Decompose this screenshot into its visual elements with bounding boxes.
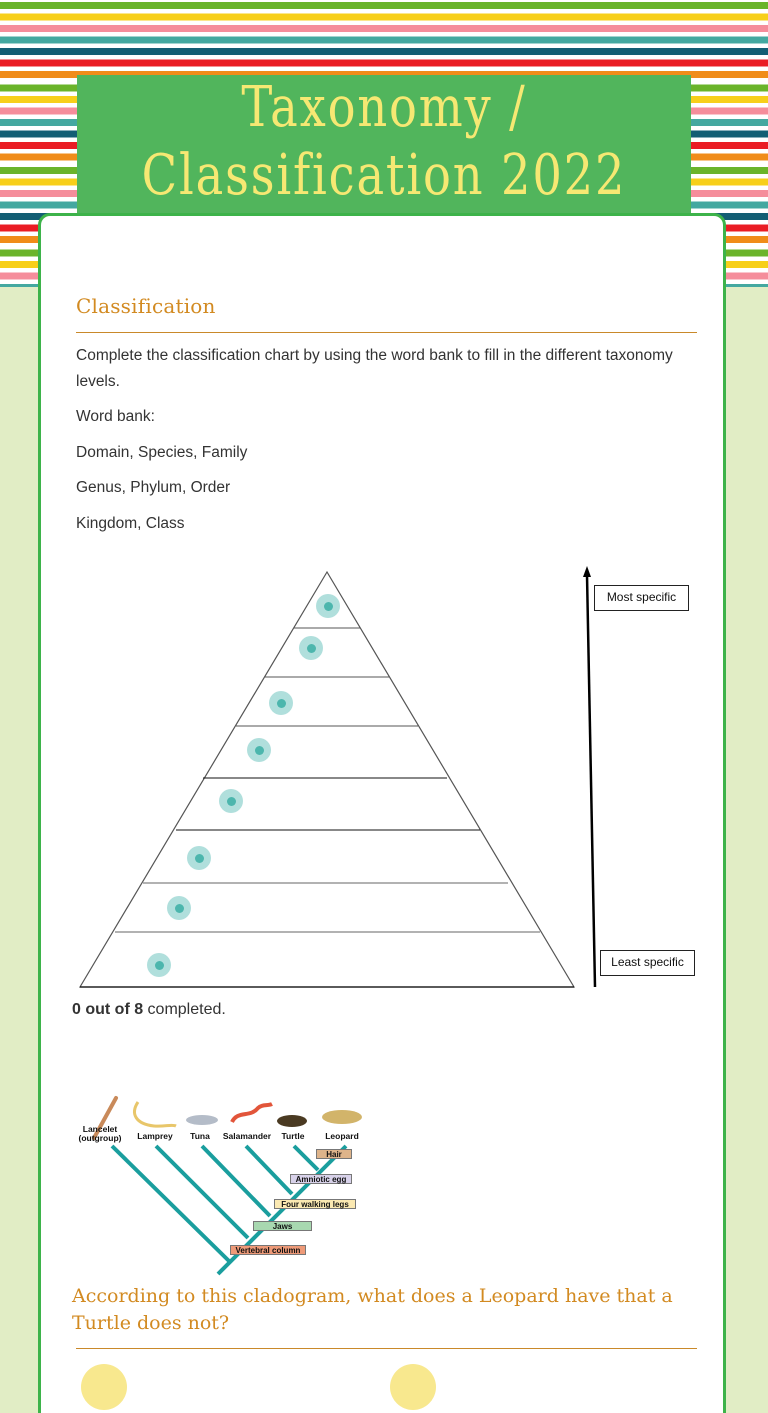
answer-option-b-marker[interactable]	[390, 1364, 436, 1410]
taxon-label: Turtle	[281, 1131, 305, 1141]
section-divider	[76, 332, 697, 333]
drop-target-dot-icon[interactable]	[269, 691, 293, 715]
section-title: Classification	[76, 294, 216, 318]
progress-status	[72, 1001, 226, 1019]
drop-target-dot-icon[interactable]	[187, 846, 211, 870]
trait-label-four-walking-legs: Four walking legs	[274, 1199, 356, 1209]
answer-option-a-marker[interactable]	[81, 1364, 127, 1410]
taxon-label: Lamprey	[137, 1131, 173, 1141]
word-bank-line: Domain, Species, Family	[76, 444, 248, 461]
drop-target-dot-icon[interactable]	[247, 738, 271, 762]
least-specific-label: Least specific	[600, 950, 695, 976]
taxon-label: Lancelet (outgroup)	[78, 1124, 122, 1143]
drop-target-dot-icon[interactable]	[147, 953, 171, 977]
question-divider	[76, 1348, 697, 1349]
word-bank-line: Genus, Phylum, Order	[76, 479, 231, 496]
page-title-line-2: Classification 2022	[141, 143, 627, 208]
cladogram-image	[72, 1090, 372, 1280]
progress-suffix: completed.	[143, 1001, 226, 1018]
trait-label-vertebral-column: Vertebral column	[230, 1245, 306, 1255]
drop-target-dot-icon[interactable]	[299, 636, 323, 660]
cladogram-branch	[156, 1146, 248, 1238]
most-specific-label: Most specific	[594, 585, 689, 611]
instructions-text: Complete the classification chart by using the word bank to fill in the different taxonomy levels.	[76, 347, 673, 390]
cladogram-branches	[72, 1090, 372, 1280]
cladogram-branch	[202, 1146, 270, 1216]
leopard-icon	[322, 1110, 362, 1124]
cladogram-branch	[246, 1146, 292, 1194]
taxon-label: Salamander	[222, 1131, 272, 1141]
salamander-icon	[232, 1104, 272, 1122]
taxon-label: Leopard	[325, 1131, 359, 1141]
drop-target-dot-icon[interactable]	[219, 789, 243, 813]
turtle-icon	[277, 1115, 307, 1127]
trait-label-jaws: Jaws	[253, 1221, 312, 1231]
drop-target-dot-icon[interactable]	[167, 896, 191, 920]
lamprey-icon	[135, 1102, 176, 1126]
trait-label-amniotic-egg: Amniotic egg	[290, 1174, 352, 1184]
question-title: According to this cladogram, what does a Leopard have that a Turtle does not?	[72, 1285, 673, 1334]
page-title	[102, 74, 667, 210]
cladogram-branch	[294, 1146, 318, 1170]
tuna-icon	[186, 1115, 218, 1125]
taxon-label: Tuna	[190, 1131, 210, 1141]
progress-count: 0 out of 8	[72, 1001, 144, 1018]
word-bank-label: Word bank:	[76, 408, 155, 425]
page-title-line-1: Taxonomy /	[241, 75, 527, 140]
word-bank-line: Kingdom, Class	[76, 515, 185, 532]
trait-label-hair: Hair	[316, 1149, 352, 1159]
drop-target-dot-icon[interactable]	[316, 594, 340, 618]
